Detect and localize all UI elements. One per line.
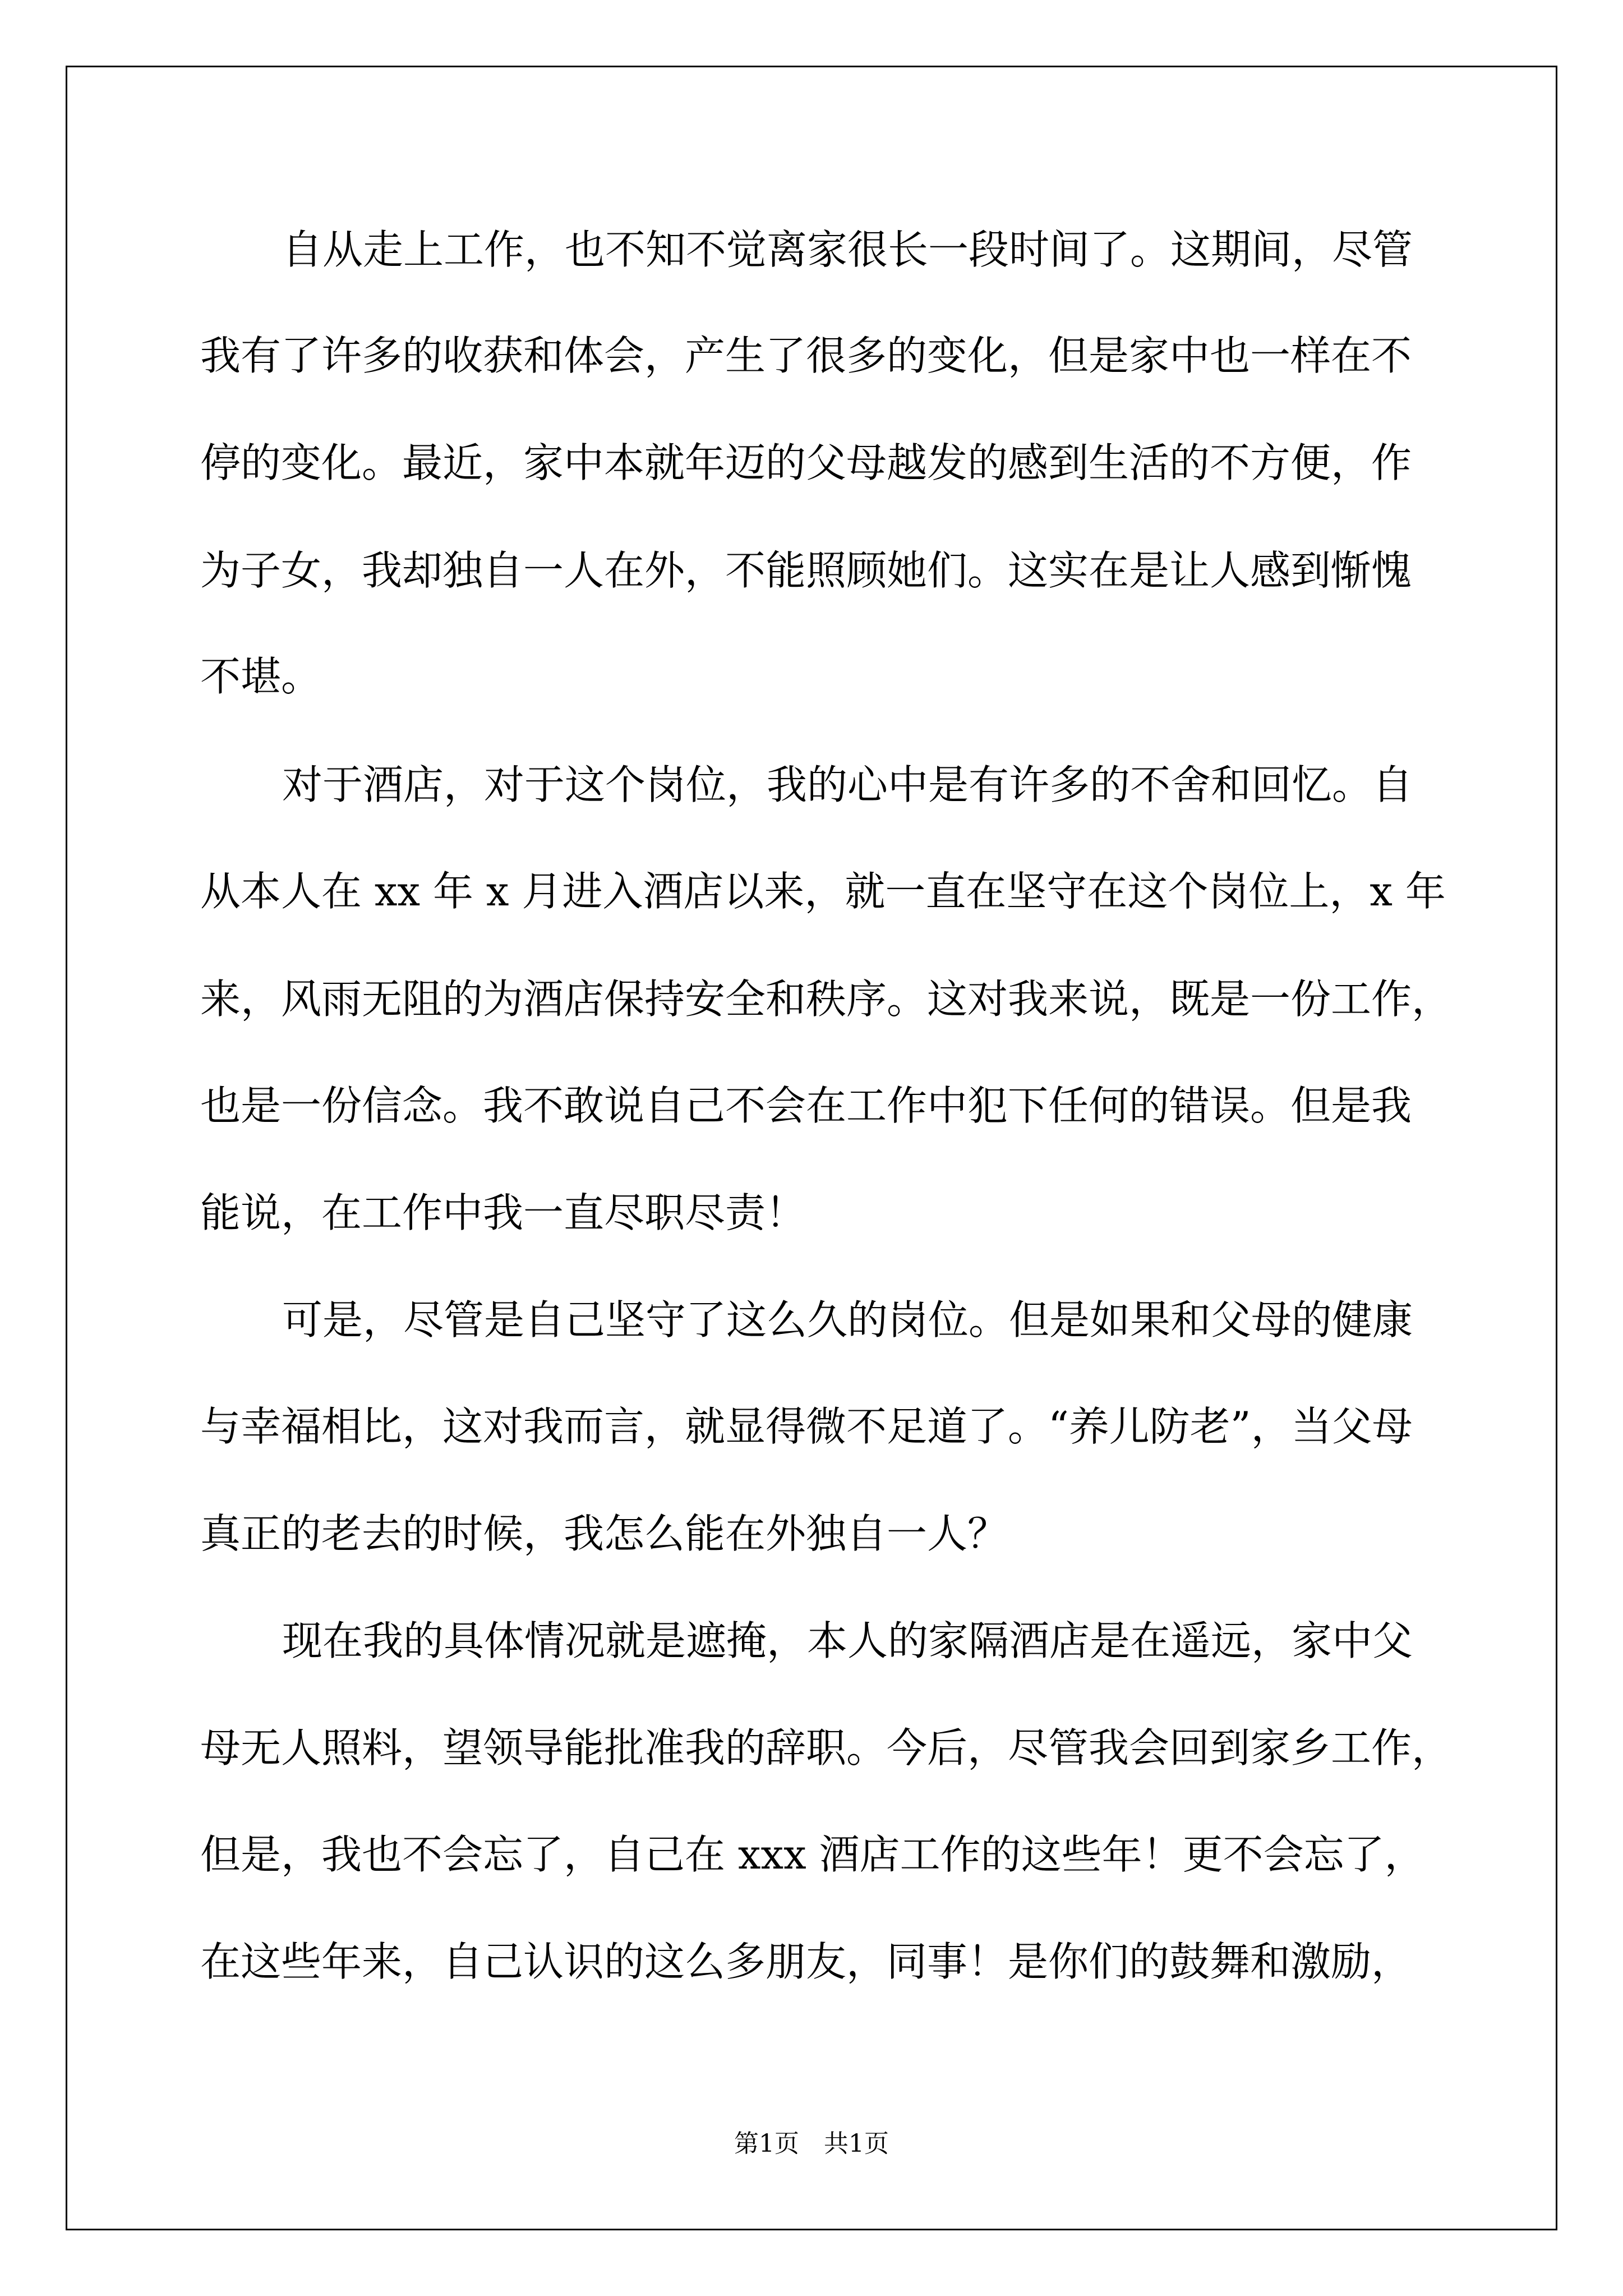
text-line: 从本人在 xx 年 x 月进入酒店以来，就一直在坚守在这个岗位上，x 年	[200, 868, 1446, 915]
text-line: 来，风雨无阻的为酒店保持安全和秩序。这对我来说，既是一份工作，	[200, 976, 1453, 1023]
text-line: 可是，尽管是自己坚守了这么久的岗位。但是如果和父母的健康	[282, 1296, 1413, 1343]
text-line: 现在我的具体情况就是遮掩，本人的家隔酒店是在遥远，家中父	[282, 1617, 1413, 1664]
text-line: 停的变化。最近，家中本就年迈的父母越发的感到生活的不方便，作	[200, 439, 1412, 486]
text-line: 自从走上工作，也不知不觉离家很长一段时间了。这期间，尽管	[282, 226, 1413, 273]
text-line: 在这些年来，自己认识的这么多朋友，同事！是你们的鼓舞和激励，	[200, 1938, 1412, 1985]
text-line: 不堪。	[200, 653, 322, 700]
text-line: 母无人照料，望领导能批准我的辞职。今后，尽管我会回到家乡工作，	[200, 1724, 1453, 1772]
text-line: 与幸福相比，这对我而言，就显得微不足道了。“养儿防老”，当父母	[200, 1403, 1413, 1450]
page-footer: 第1页 共1页	[734, 2129, 889, 2158]
text-line: 但是，我也不会忘了，自己在 xxx 酒店工作的这些年！更不会忘了，	[200, 1831, 1425, 1878]
text-line: 真正的老去的时候，我怎么能在外独自一人？	[200, 1510, 1008, 1557]
text-line: 对于酒店，对于这个岗位，我的心中是有许多的不舍和回忆。自	[282, 761, 1413, 808]
text-line: 我有了许多的收获和体会，产生了很多的变化，但是家中也一样在不	[200, 332, 1412, 379]
text-line: 为子女，我却独自一人在外，不能照顾她们。这实在是让人感到惭愧	[200, 547, 1412, 594]
text-line: 能说，在工作中我一直尽职尽责！	[200, 1189, 806, 1236]
text-line: 也是一份信念。我不敢说自己不会在工作中犯下任何的错误。但是我	[200, 1082, 1412, 1129]
